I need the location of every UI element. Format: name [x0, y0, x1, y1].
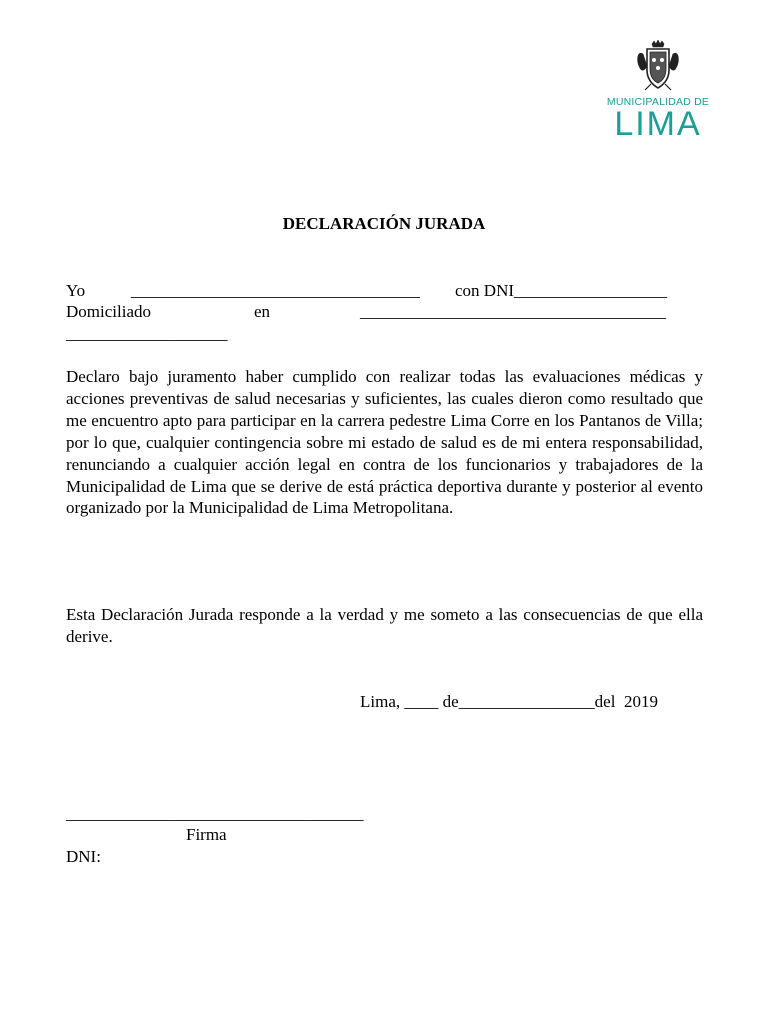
- en-label: en: [254, 302, 271, 321]
- dni-field: con DNI__________________: [455, 281, 668, 300]
- truth-statement-paragraph: Esta Declaración Jurada responde a la verdad y me someto a las consecuencias de que ella derive.: [66, 605, 703, 646]
- municipalidad-logo: [596, 40, 722, 144]
- logo-main-text: LIMA: [614, 105, 702, 143]
- logo-top-text: MUNICIPALIDAD DE: [606, 96, 710, 108]
- yo-label: Yo: [66, 281, 86, 300]
- domiciliado-label: Domiciliado: [66, 302, 151, 321]
- declaration-paragraph: Declaro bajo juramento haber cumplido con realizar todas las evaluaciones médicas y acciones preventivas de salud necesarias y suficientes, las cuales dieron como resultado que me encuentro apto para participar en la carrera pedestre Lima Corre en los Pantanos de Villa; por lo que, cualquier contingencia sobre mi estado de salud es de mi entera responsabilidad, renunciando a cualquier acción legal en contra de los funcionarios y trabajadores de la Municipalidad de Lima que se derive de está práctica deportiva durante y posterior al evento organizado por la Municipalidad de Lima Metropolitana.: [66, 367, 703, 518]
- dni-label: DNI:: [66, 847, 101, 866]
- date-line: Lima, ____ de________________del 2019: [360, 692, 658, 711]
- address-blank-line: ____________________________________: [360, 302, 666, 321]
- document-title: DECLARACIÓN JURADA: [282, 214, 486, 233]
- signature-line: ___________________________________: [66, 804, 364, 823]
- name-blank-line: __________________________________: [131, 281, 420, 300]
- signature-label: Firma: [186, 825, 227, 844]
- address-blank-line-2: ___________________: [66, 324, 228, 343]
- coat-of-arms-icon: [635, 40, 681, 92]
